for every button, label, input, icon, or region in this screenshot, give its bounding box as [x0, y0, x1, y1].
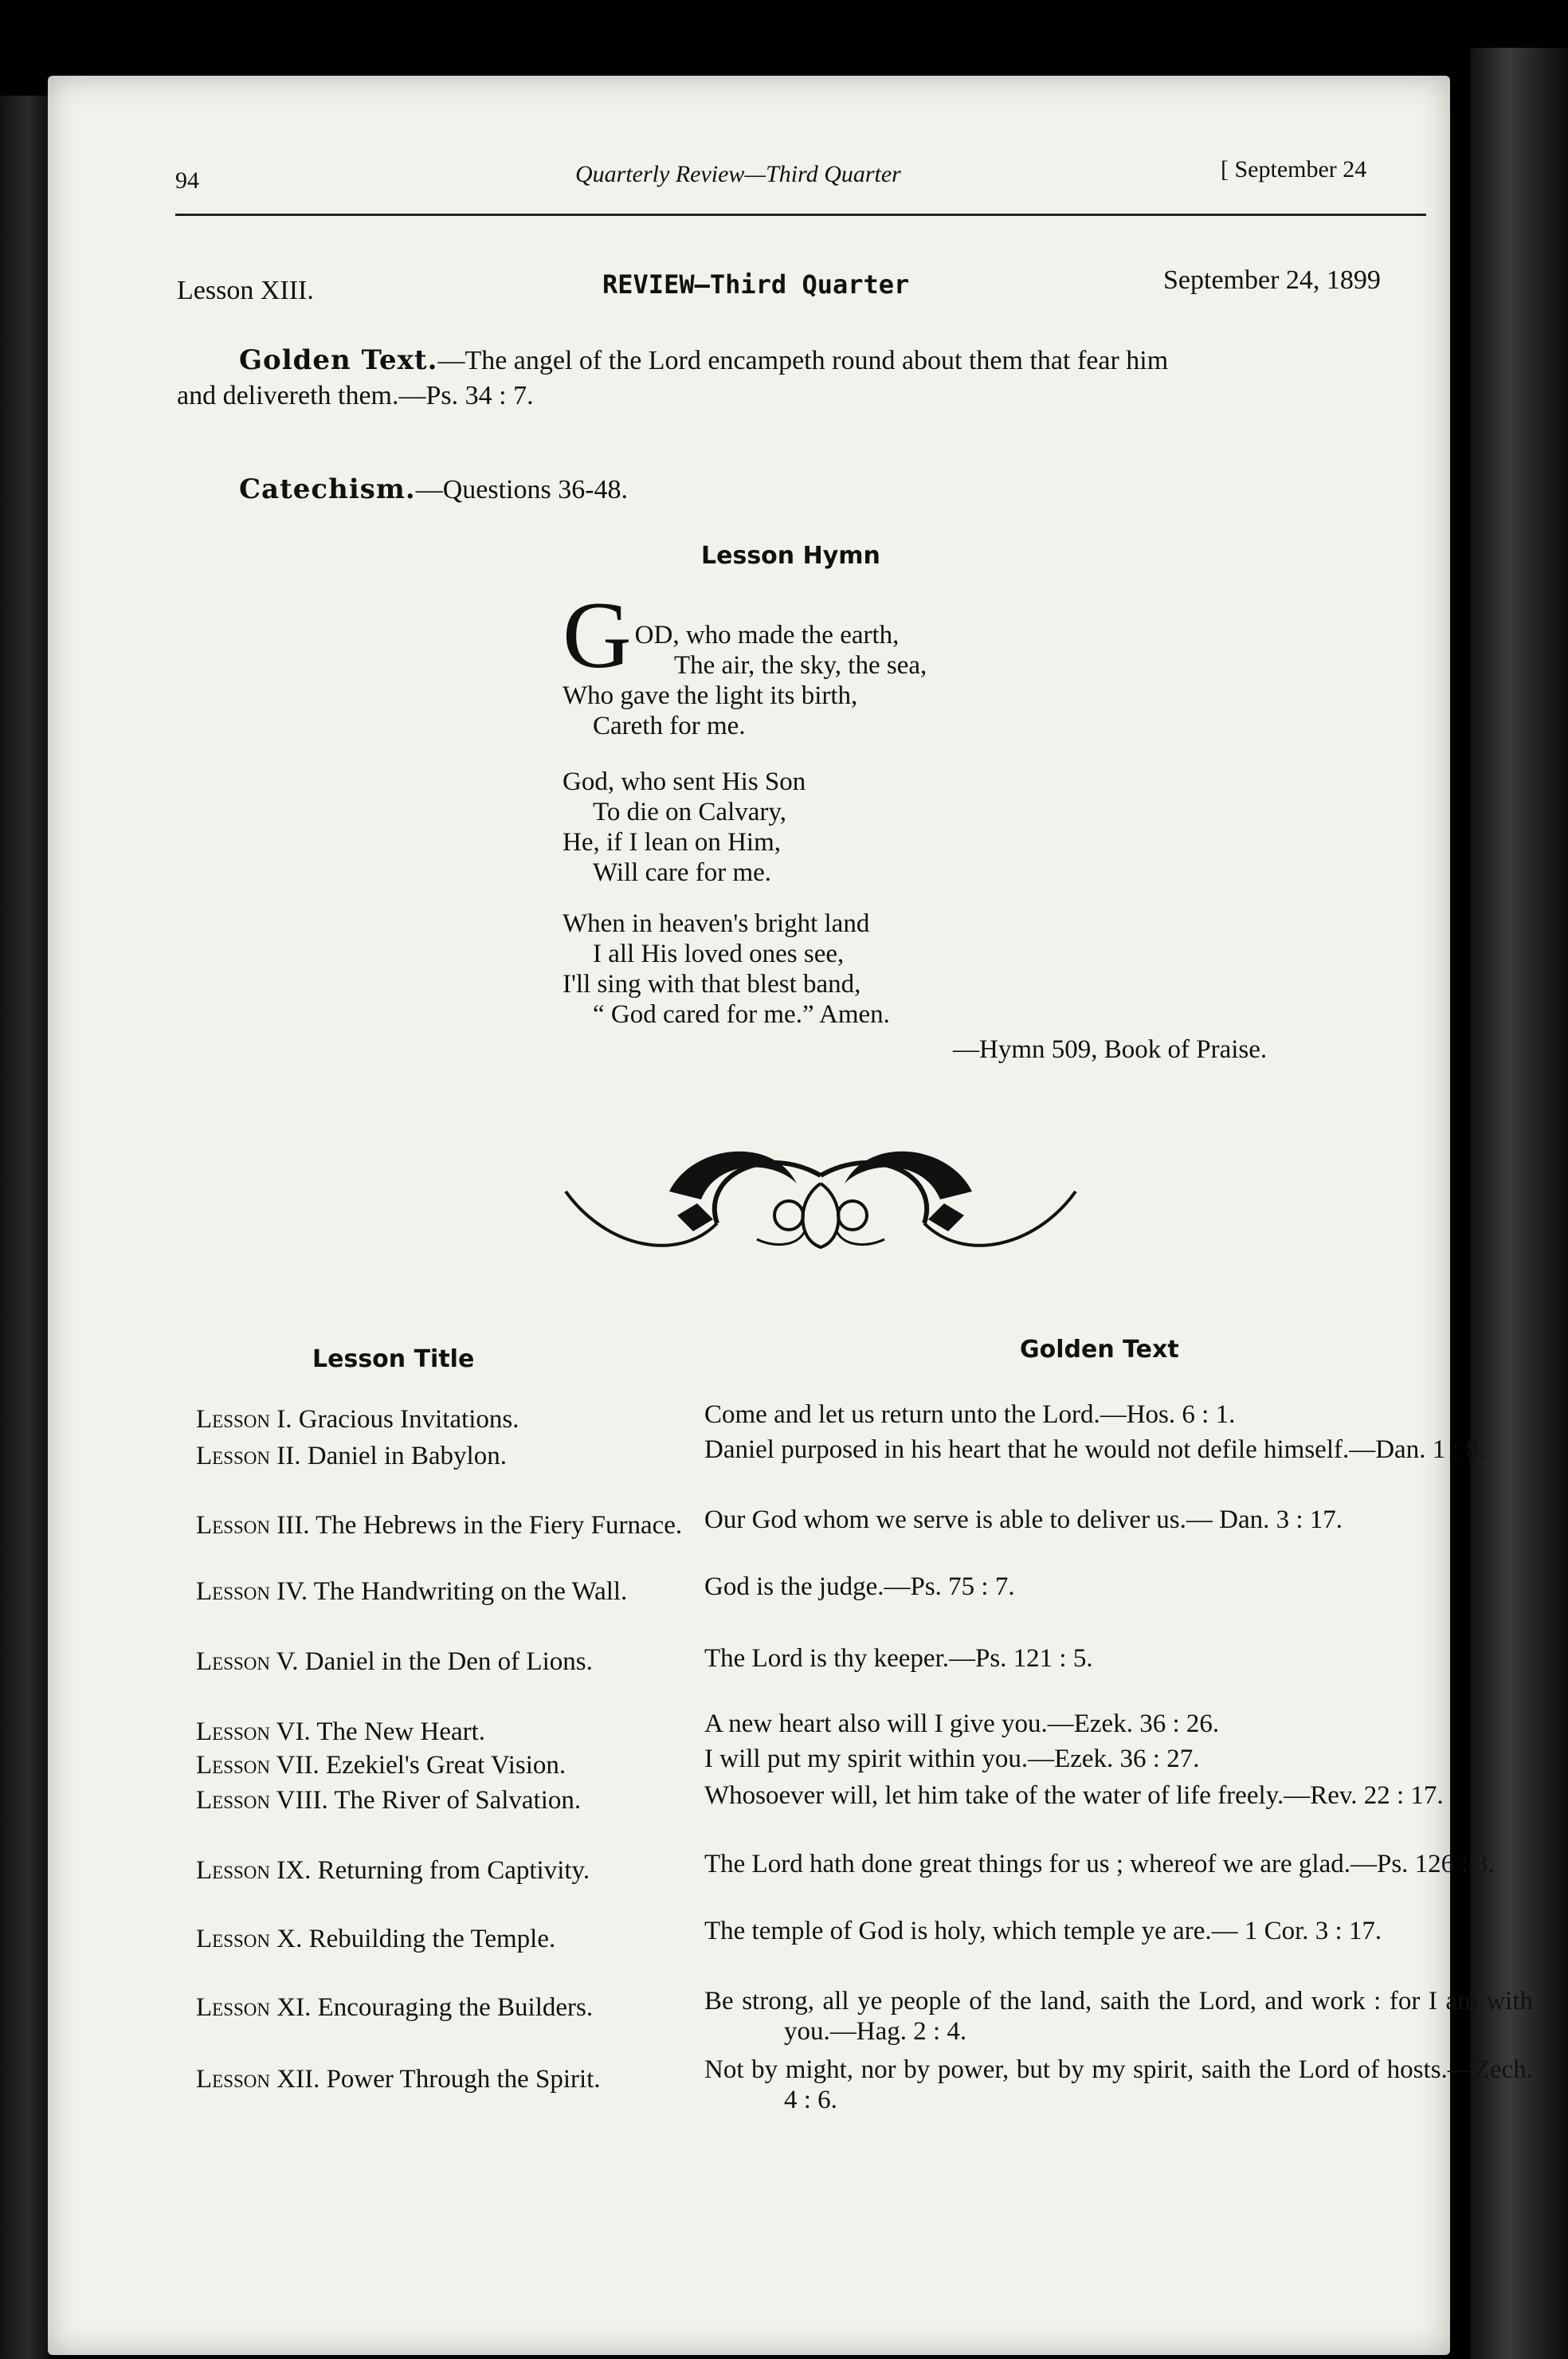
hymn-stanza-3 — [563, 909, 890, 1030]
hymn-line: The air, the sky, the sea, — [674, 651, 927, 680]
hymn-line: Who gave the light its birth, — [563, 681, 858, 710]
golden-text-cell: Be strong, all ye people of the land, saith the Lord, and work : for I am with you.—Hag. 2 : 4. — [704, 1987, 1533, 2046]
lesson-title-cell: Daniel in Babylon. — [307, 1442, 507, 1470]
lesson-label: Lesson V. — [196, 1647, 299, 1676]
lesson-title-header: Lesson Title — [312, 1345, 475, 1373]
lesson-date: September 24, 1899 — [1163, 265, 1381, 295]
golden-text-paragraph — [177, 343, 1428, 414]
table-row-title — [196, 1924, 778, 1954]
table-row-title — [196, 1576, 778, 1607]
golden-text-line1: —The angel of the Lord encampeth round about them that fear him — [437, 346, 1169, 375]
lesson-title-cell: The River of Salvation. — [334, 1786, 582, 1815]
hymn-line: OD, who made the earth, — [634, 621, 900, 650]
header-rule — [175, 214, 1426, 216]
hymn-line: God, who sent His Son — [563, 767, 806, 796]
golden-text-cell: Our God whom we serve is able to deliver us.— Dan. 3 : 17. — [704, 1505, 1343, 1534]
lesson-title: REVIEW—Third Quarter — [602, 269, 910, 300]
golden-text-cell: Daniel purposed in his heart that he would not defile himself.—Dan. 1 : 8. — [704, 1435, 1486, 1464]
golden-text-cell: The Lord is thy keeper.—Ps. 121 : 5. — [704, 1644, 1093, 1673]
table-row-title — [196, 1404, 778, 1435]
lesson-title-cell: Power Through the Spirit. — [326, 2065, 601, 2094]
golden-text-line2: and delivereth them.—Ps. 34 : 7. — [177, 381, 534, 410]
table-row-title — [196, 2064, 778, 2094]
golden-text-label: Golden Text. — [239, 344, 438, 376]
hymn-line: Will care for me. — [593, 858, 772, 887]
hymn-line: I all His loved ones see, — [593, 940, 845, 968]
decorative-ornament — [558, 1128, 1084, 1287]
lesson-label: Lesson XII. — [196, 2065, 320, 2094]
left-binding — [0, 96, 48, 2359]
page-number: 94 — [175, 167, 199, 194]
table-row-title — [196, 1855, 778, 1886]
lesson-label: Lesson VI. — [196, 1717, 311, 1746]
hymn-stanza-2 — [563, 767, 806, 888]
lesson-label: Lesson VII. — [196, 1751, 319, 1780]
hymn-attribution: —Hymn 509, Book of Praise. — [953, 1035, 1268, 1064]
golden-text-cell: The temple of God is holy, which temple ye are.— 1 Cor. 3 : 17. — [704, 1917, 1382, 1945]
lesson-title-cell: Gracious Invitations. — [298, 1405, 519, 1434]
lesson-title-cell: The Handwriting on the Wall. — [313, 1577, 628, 1606]
golden-text-cell: Whosoever will, let him take of the water of life freely.—Rev. 22 : 17. — [704, 1781, 1444, 1810]
hymn-line: I'll sing with that blest band, — [563, 970, 861, 999]
table-row-title — [196, 1992, 778, 2023]
table-row-title — [196, 1647, 778, 1677]
table-row-title — [196, 1750, 778, 1780]
golden-text-cell: God is the judge.—Ps. 75 : 7. — [704, 1572, 1015, 1601]
hymn-dropcap: G — [563, 582, 632, 688]
lesson-label: Lesson III. — [196, 1511, 310, 1540]
lesson-title-cell: Ezekiel's Great Vision. — [325, 1751, 566, 1780]
golden-text-cell: A new heart also will I give you.—Ezek. 36 : 26. — [704, 1709, 1220, 1738]
golden-text-cell: Not by might, nor by power, but by my spirit, saith the Lord of hosts.—Zech. 4 : 6. — [704, 2055, 1533, 2114]
lesson-title-cell: Returning from Captivity. — [317, 1856, 590, 1885]
lesson-label: Lesson IV. — [196, 1577, 308, 1606]
lesson-label: Lesson II. — [196, 1442, 301, 1470]
hymn-line: “ God cared for me.” Amen. — [593, 1000, 890, 1029]
hymn-stanza-1 — [563, 582, 1120, 741]
lesson-label: Lesson X. — [196, 1925, 303, 1953]
catechism-label: Catechism. — [239, 473, 416, 505]
hymn-heading: Lesson Hymn — [701, 542, 880, 570]
golden-text-cell: I will put my spirit within you.—Ezek. 36 : 27. — [704, 1745, 1200, 1773]
table-row-title — [196, 1441, 778, 1471]
lesson-title-cell: Encouraging the Builders. — [317, 1993, 594, 2022]
golden-text-header: Golden Text — [1020, 1336, 1179, 1364]
table-row-title — [196, 1785, 778, 1815]
hymn-line: To die on Calvary, — [593, 798, 786, 826]
lesson-label: Lesson XI. — [196, 1993, 312, 2022]
lesson-label: Lesson I. — [196, 1405, 292, 1434]
lesson-number: Lesson XIII. — [177, 276, 314, 305]
lesson-label: Lesson VIII. — [196, 1786, 328, 1815]
hymn-line: When in heaven's bright land — [563, 909, 870, 938]
running-title: Quarterly Review—Third Quarter — [575, 161, 901, 187]
hymn-line: Careth for me. — [593, 712, 746, 740]
lesson-label: Lesson IX. — [196, 1856, 312, 1885]
catechism-line — [239, 472, 628, 508]
golden-text-cell: Come and let us return unto the Lord.—Hos. 6 : 1. — [704, 1400, 1236, 1429]
lesson-title-cell: The New Heart. — [316, 1717, 486, 1746]
header-date: [ September 24 — [1221, 156, 1367, 183]
lesson-title-cell: The Hebrews in the Fiery Furnace. — [316, 1511, 683, 1540]
table-row-title — [196, 1717, 778, 1747]
table-row-title — [196, 1510, 778, 1541]
golden-text-cell: The Lord hath done great things for us ; whereof we are glad.—Ps. 126 : 3. — [704, 1850, 1495, 1878]
catechism-text: —Questions 36-48. — [415, 475, 629, 504]
hymn-line: He, if I lean on Him, — [563, 828, 782, 857]
lesson-title-cell: Daniel in the Den of Lions. — [304, 1647, 593, 1676]
lesson-title-cell: Rebuilding the Temple. — [308, 1925, 556, 1953]
